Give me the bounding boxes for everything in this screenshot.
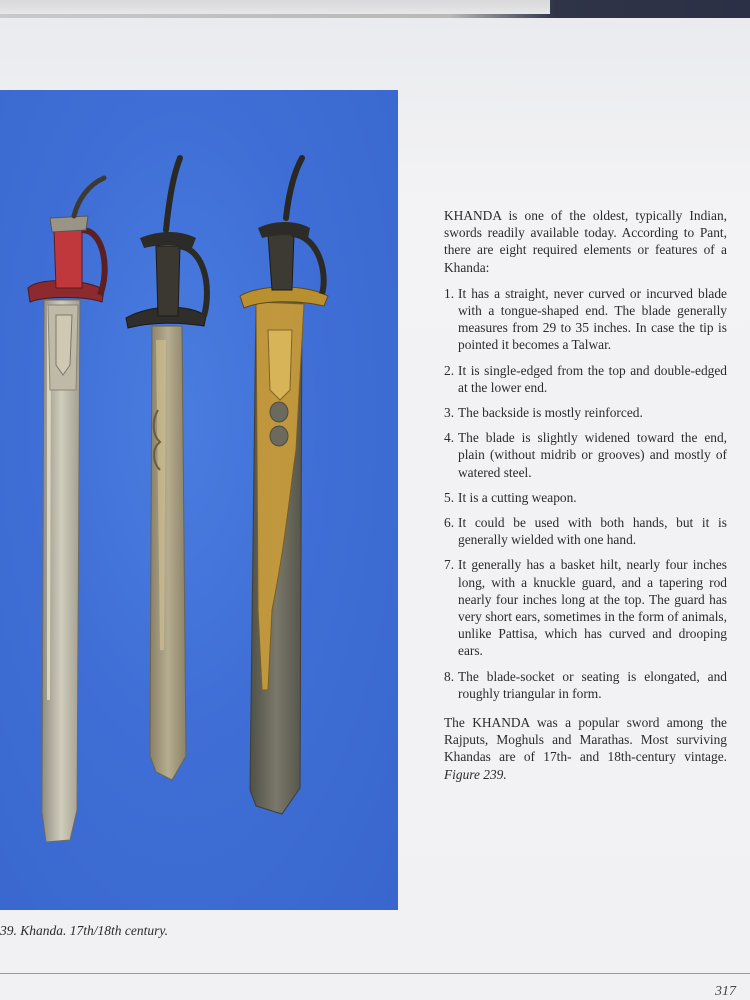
closing-paragraph: The KHANDA was a popular sword among the Rajputs, Moghuls and Marathas. Most surviving Khandas are of 17th- and 18th-century vintage. Figure 239. [444, 715, 727, 782]
figure-caption: 39. Khanda. 17th/18th century. [0, 923, 168, 938]
sword-right [240, 158, 328, 814]
sword-photograph [0, 90, 398, 910]
list-item: 8. The blade-socket or seating is elongated, and roughly triangular in form. [444, 668, 727, 701]
list-item: 7. It generally has a basket hilt, nearly four inches long, with a knuckle guard, and a tapering rod nearly four inches long at the top. The guard has very short ears, sometimes in the form of animals, unlike Pattisa, which has curved and drooping ears. [444, 557, 727, 659]
intro-paragraph: KHANDA is one of the oldest, typically Indian, swords readily available today. According to Pant, there are eight required elements or features of a Khanda: [444, 208, 727, 275]
list-item: 5. It is a cutting weapon. [444, 489, 577, 505]
list-item: 6. It could be used with both hands, but it is generally wielded with one hand. [444, 515, 727, 548]
list-item: 2. It is single-edged from the top and double-edged at the lower end. [444, 362, 727, 395]
figure-reference: Figure 239. [444, 766, 507, 782]
previous-page-edge [0, 0, 750, 18]
sword-left [28, 178, 105, 842]
list-item: 1. It has a straight, never curved or incurved blade with a tongue-shaped end. The blade generally measures from 29 to 35 inches. In case the tip is pointed it becomes a Talwar. [444, 285, 727, 353]
sword-middle [126, 158, 207, 780]
footer-rule [0, 973, 750, 974]
khanda-swords-illustration [0, 90, 398, 910]
list-item: 4. The blade is slightly widened toward the end, plain (without midrib or grooves) and mostly of watered steel. [444, 430, 727, 480]
list-item: 3. The backside is mostly reinforced. [444, 405, 643, 421]
page-number: 317 [715, 984, 736, 999]
article-text [444, 207, 727, 783]
feature-list [444, 285, 727, 702]
